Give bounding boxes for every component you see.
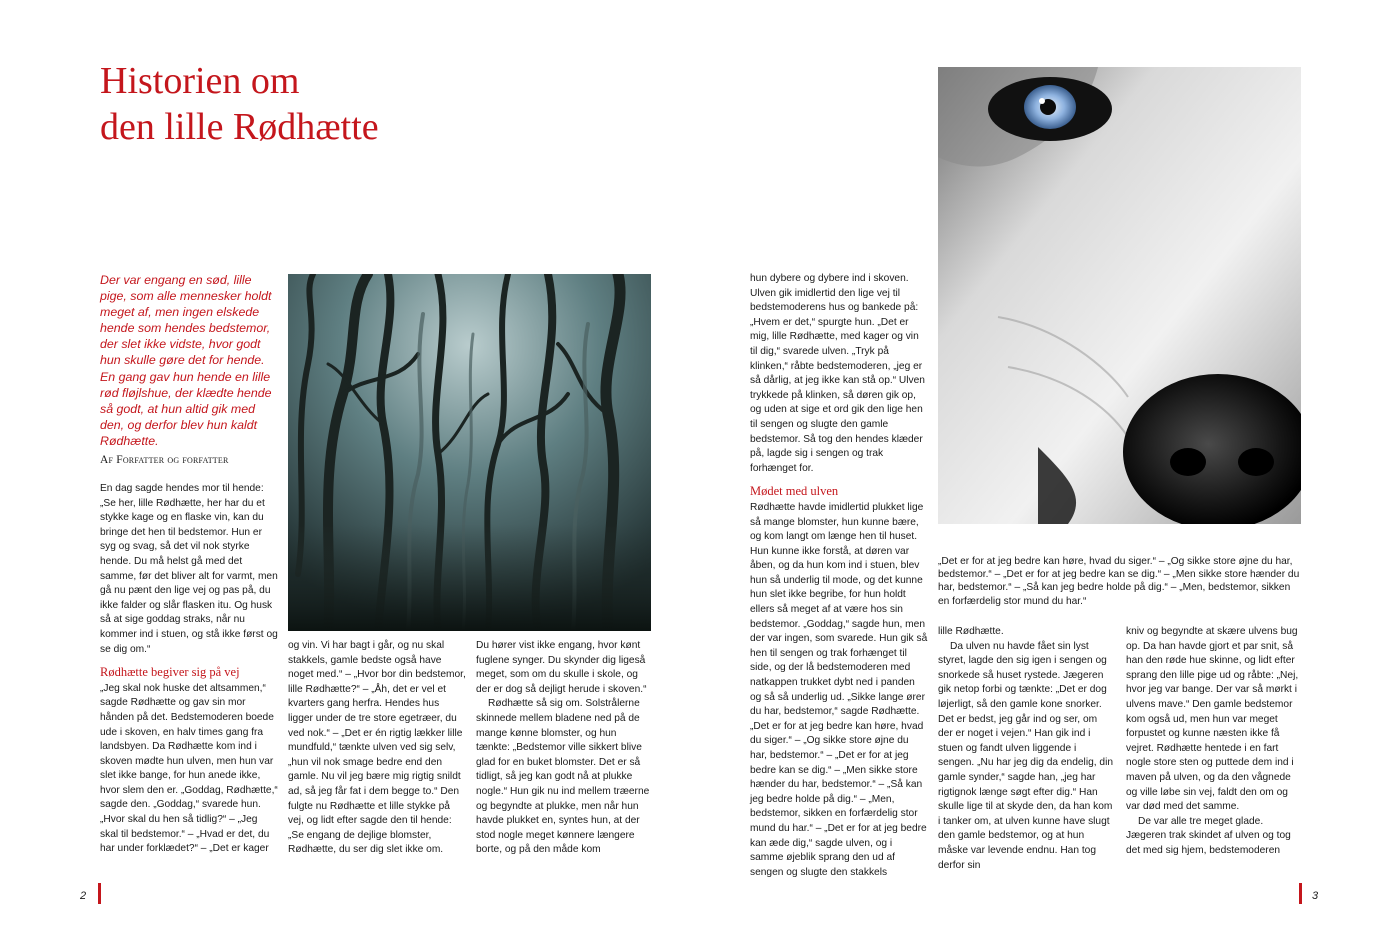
body-paragraph: Rødhætte så sig om. Solstrålerne skinnede mellem bladene ned på de mange kønne blomster, og hun tænkte: „Bedstemor ville sikkert blive glad for en buket blomster. Det er så tidligt, så jeg kan godt nå at plukke nogle.“ Hun gik nu ind mellem træerne og begyndte at plukke, men når hun havde plukket en, syntes hun, at der stod nogle meget kønnere længere borte, og på den måde kom — [476, 698, 650, 856]
text-column-3 — [476, 639, 651, 858]
text-column-6 — [1126, 625, 1301, 859]
title-line-2: den lille Rødhætte — [100, 106, 379, 148]
body-paragraph: og vin. Vi har bagt i går, og nu skal stakkels, gamle bedste også have noget med.“ – „Hvor bor din bedstemor, lille Rødhætte?“ – „Åh, det er vel et kvarters gang herfra. Hendes hus ligger under de tre store egetræer, du ved nok.“ – „Det er én rigtig lækker lille mundfuld,“ tænkte ulven ved sig selv, „hun vil nok smage bedre end den gamle. Nu vil jeg bære mig rigtig snildt ad, så jeg får fat i dem begge to.“ Den fulgte nu Rødhætte et lille stykke på vej, og lidt efter sagde den til hende: „Se engang de dejlige blomster, Rødhætte, du ser dig slet ikke om. — [288, 640, 466, 856]
pull-quote: „Det er for at jeg bedre kan høre, hvad du siger.“ – „Og sikke store øjne du har, bedstemor.“ – „Det er for at jeg bedre kan se dig.“ – „Men sikke store hænder du har, bedstemor.“ – „Så kan jeg bedre holde på dig.“ – „Men, bedstemor, sikken en forfærdelig stor mund du har.“ — [938, 556, 1300, 607]
body-paragraph: En dag sagde hendes mor til hende: „Se her, lille Rødhætte, her har du et stykke kage og en flaske vin, kan du bringe det hen til bedstemor. Hun er syg og svag, så det vil nok styrke hende. Du må helst gå med det samme, før det bliver alt for varmt, men gå nu pænt den lige vej og pas på, du ikke falder og slår flasken itu. Og husk så at sige goddag straks, når nu kommer ind i stuen, og stå ikke først og se dig om.“ — [100, 483, 278, 655]
wolf-illustration — [938, 67, 1301, 524]
body-paragraph: De var alle tre meget glade. Jægeren trak skindet af ulven og tog det med sig hjem, bedstemoderen — [1126, 815, 1291, 856]
folio-marker — [1299, 883, 1302, 904]
subheading: Rødhætte begiver sig på vej — [100, 665, 240, 680]
subheading: Mødet med ulven — [750, 484, 839, 499]
body-paragraph: lille Rødhætte. — [938, 626, 1004, 637]
body-paragraph: hun dybere og dybere ind i skoven. Ulven gik imidlertid den lige vej til bedstemoderens hus og bankede på: „Hvem er det,“ spurgte hun. „Det er mig, lille Rødhætte, med kager og vin til dig,“ svarede ulven. „Tryk på klinken,“ råbte bedstemoderen, „jeg er så dårlig, at jeg ikke kan stå op.“ Ulven trykkede på klinken, så døren gik op, og uden at sige et ord gik den lige hen til sengen og slugte den gamle bedstemor. Så tog den hendes klæder på, lagde sig i sengen og trak forhænget for. — [750, 273, 925, 474]
title-line-1: Historien om — [100, 60, 300, 102]
body-paragraph: Da ulven nu havde fået sin lyst styret, lagde den sig igen i sengen og snorkede så huset rystede. Jægeren gik netop forbi og tænkte: „Det er dog løjerligt, så den gamle kone snorker. Det er bedst, jeg går ind og ser, om der er noget i vejen.“ Han gik ind i stuen og fandt ulven liggende i sengen. „Nu har jeg dig da endelig, din gamle synder,“ sagde han, „jeg har rigtignok længe søgt efter dig.“ Han skulle lige til at skyde den, da han kom i tanker om, at ulven kunne have slugt den gamle bedstemor, og at hun måske var levende endnu. Han tog derfor sin — [938, 640, 1114, 871]
intro-paragraph: Der var engang en sød, lille pige, som alle mennesker holdt meget af, men ingen elskede hende som hendes bedstemor, der slet ikke vidste, hvor godt hun skulle gøre det for hende. En gang gav hun hende en lille rød fløjlshue, der klædte hende så godt, at hun altid gik med den, og derfor blev hun kaldt Rødhætte. — [100, 273, 272, 448]
page-number-left: 2 — [80, 890, 87, 902]
text-column-4 — [750, 272, 928, 880]
forest-photo — [288, 274, 651, 631]
byline: Af Forfatter og forfatter — [100, 454, 229, 466]
text-column-2 — [288, 639, 466, 858]
right-page — [700, 0, 1400, 934]
body-paragraph: „Jeg skal nok huske det altsammen,“ sagde Rødhætte og gav sin mor hånden på det. Bedstemoderen boede ude i skoven, en halv times gang fra landsbyen. Da Rødhætte kom ind i skoven mødte hun ulven, men hun var slet ikke bange, for hun anede ikke, hvor slem den er. „Goddag, Rødhætte,“ sagde den. „Goddag,“ svarede hun. „Hvor skal du hen så tidlig?“ – „Jeg skal til bedstemor.“ – „Hvad er det, du har under forklædet?“ – „Det er kager — [100, 682, 278, 855]
page-number-right: 3 — [1312, 890, 1319, 902]
folio-marker — [98, 883, 101, 904]
text-column-1 — [100, 482, 278, 857]
wolf-photo — [938, 67, 1301, 524]
text-column-5 — [938, 625, 1113, 873]
body-paragraph: Rødhætte havde imidlertid plukket lige så mange blomster, hun kunne bære, og kom langt om længe hen til huset. Hun kunne ikke forstå, at døren var åben, og da hun kom ind i stuen, blev hun så underlig til mode, og det kunne hun slet ikke begribe, for hun holdt ellers så meget af at være hos sin bedstemor. „Goddag,“ sagde hun, men der var ingen, som svarede. Hun gik så hen til sengen og trak forhænget til side, og der lå bedstemoderen med natkappen trukket dybt ned i panden og så så underlig ud. „Sikke lange ører du har, bedstemor,“ sagde Rødhætte. „Det er for at jeg bedre kan høre, hvad du siger.“ – „Og sikke store øjne du har, bedstemor.“ – „Det er for at jeg bedre kan se dig.“ – „Men sikke store hænder du har, bedstemor.“ – „Så kan jeg bedre holde på dig.“ – „Men, bedstemor, sikken en forfærdelig stor mund du har.“ – „Det er for at jeg bedre kan æde dig,“ sagde ulven, og i samme øjeblik sprang den ud af sengen og slugte den stakkels — [750, 501, 928, 878]
forest-illustration — [288, 274, 651, 631]
body-paragraph: kniv og begyndte at skære ulvens bug op. Da han havde gjort et par snit, så han den røde hue skinne, og lidt efter sprang den lille pige ud og råbte: „Nej, hvor jeg var bange. Der var så mørkt i ulvens mave.“ Den gamle bedstemor kom også ud, men hun var meget forpustet og kunne næsten ikke få vejret. Rødhætte hentede i en fart nogle store sten og puttede dem ind i maven på ulven, og da den vågnede og ville løbe sin vej, faldt den om og var død med det samme. — [1126, 626, 1299, 813]
body-paragraph: Du hører vist ikke engang, hvor kønt fuglene synger. Du skynder dig ligeså meget, som om du skulle i skole, og der er dog så dejligt herude i skoven.“ — [476, 640, 647, 695]
article-title — [100, 58, 620, 150]
